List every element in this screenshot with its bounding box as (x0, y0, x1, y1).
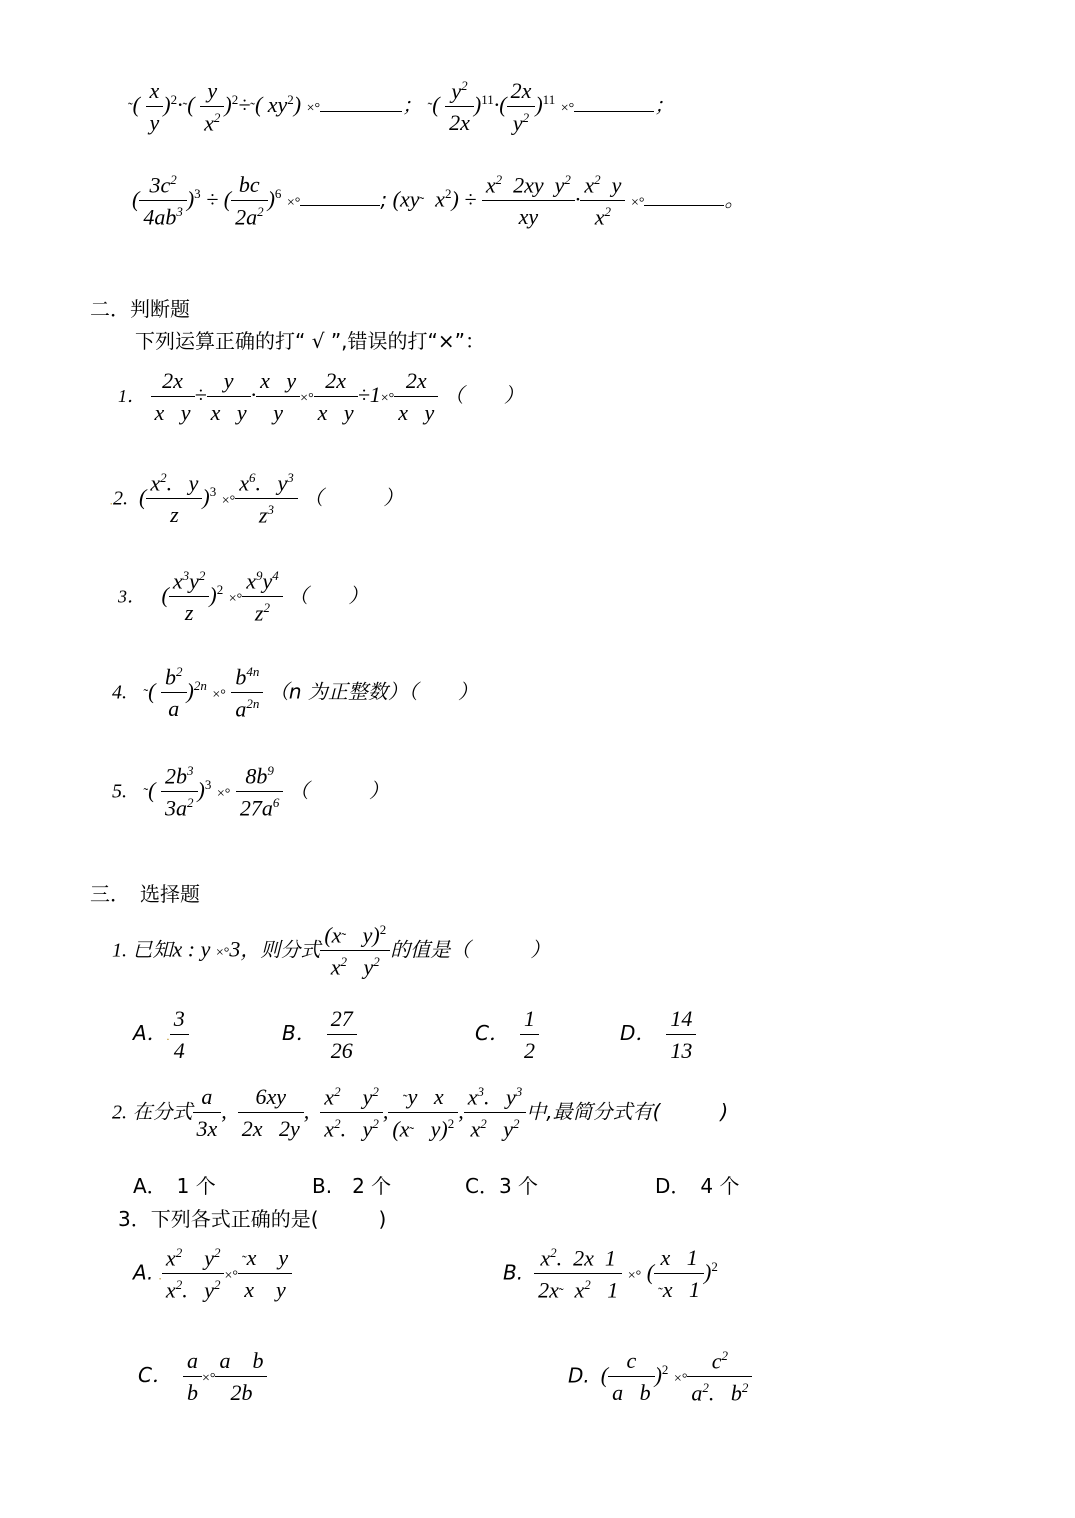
answer-blank-2[interactable] (574, 111, 654, 112)
answer-blank-3[interactable] (300, 205, 380, 206)
judge-paren-4[interactable]: （ ） (407, 679, 478, 704)
fill-row-2: ( $\frac{3c^2}{4ab^3}$ )$^3$ ÷ ( $\frac{bc}{2a^2}$ )$^6$ ×° ; (xy˜ $x^2$) ÷ $\frac{x^2 2xy y^2}{xy}$ · $\frac{x^2 y}{x^2}$ ×° 。 (132, 172, 745, 230)
q3-option-d[interactable]: D. ( $\frac{c}{\text{a b}}$ )$^2$ ×° $\frac{c^2}{a^2. b^2}$ (568, 1348, 752, 1407)
judge-paren-3[interactable]: （ ） (288, 583, 369, 608)
q1-option-a[interactable]: A．. $\frac{3}{4}$ (133, 1006, 189, 1064)
judge-item-5: 5. ˜( $\frac{2b^3}{3a^2}$ )$^3$ ×° $\frac{8b^9}{27a^6}$ （ ） (112, 763, 389, 821)
q2-option-b[interactable]: B. 2 个 (312, 1174, 392, 1198)
choice-q3: 3．下列各式正确的是( ) (118, 1207, 387, 1231)
q2-option-c[interactable]: C．3 个 (465, 1174, 539, 1198)
fill-row-1: ˜( $\frac{x}{y}$ )$^2$·˜( $\frac{y}{x^2}$ )$^2$÷˜( $xy^2$) ×° ； ˜( $\frac{y^2}{2x}$ )$^{11}$·( $\frac{2x}{y^2}$ )$^{11}$ ×° ； (128, 78, 675, 136)
choice-q2: 2. 在分式 $\frac{a}{3x}$ , $\frac{6xy}{2x 2y}$ , $\frac{x^2 y^2}{x^2. y^2}$ , $\frac{\text{˜y x}}{(x˜ y)^2}$ , $\frac{x^3. y^3}{x^2 y^2}$ 中,最简分式有( ) (112, 1084, 729, 1142)
section-2-instruction: 下列运算正确的打“ √ ”,错误的打“×”： (135, 329, 486, 353)
judge-item-3: 3． ( $\frac{x^3y^2}{z}$ )$^2$ ×° $\frac{x^9y^4}{z^2}$ （ ） (118, 568, 369, 626)
section-2-title: 二．判断题 (90, 297, 190, 321)
section-3-title: 三． 选择题 (90, 882, 200, 906)
judge-paren-1[interactable]: （ ） (443, 383, 524, 408)
answer-blank-4[interactable] (644, 205, 724, 206)
q1-option-b[interactable]: B． $\frac{27}{26}$ (282, 1006, 357, 1064)
q3-option-b[interactable]: B. $\frac{x^2. 2x 1}{2x˜ x^2 1}$ ×° ( $\frac{x 1}{˜x 1}$ )$^2$ (503, 1245, 718, 1303)
answer-blank-1[interactable] (320, 111, 402, 112)
judge-item-1: 1． $\frac{2x}{\text{x y}}$ ÷ $\frac{y}{\text{x y}}$ · $\frac{\text{x y}}{y}$ ×° $\frac{2x}{\text{x y}}$ ÷1×° $\frac{2x}{\text{x y}}$ （ ） (118, 368, 524, 425)
q2-option-a[interactable]: A． 1 个 (133, 1174, 216, 1198)
q3-option-a[interactable]: A. . $\frac{x^2 y^2}{x^2. y^2}$ ×° $\frac{\text{˜x y}}{\text{x y}}$ (133, 1245, 292, 1304)
choice-q1: 1. 已知x : y ×°3，则分式 $\frac{(x˜ y)^2}{x^2 y^2}$ 的值是（ ） (112, 922, 551, 980)
judge-item-4: 4. ˜( $\frac{b^2}{a}$ )$^{2n}$ ×° $\frac{b^{4n}}{a^{2n}}$ （n 为正整数）（ ） (112, 664, 478, 722)
q1-option-d[interactable]: D． $\frac{14}{13}$ (620, 1006, 696, 1064)
judge-note-4: （n 为正整数） (268, 679, 408, 704)
judge-paren-5[interactable]: （ ） (288, 778, 389, 803)
judge-paren-2[interactable]: （ ） (303, 485, 404, 510)
q3-option-c[interactable]: C． $\frac{a}{b}$ ×° $\frac{\text{a b}}{2b}$ (138, 1348, 267, 1406)
judge-item-2: .2. ( $\frac{x^2. y}{z}$ )$^3$ ×° $\frac{x^6. y^3}{z^3}$ （ ） (110, 470, 404, 528)
q1-option-c[interactable]: C． $\frac{1}{2}$ (475, 1006, 539, 1064)
q2-option-d[interactable]: D． 4 个 (655, 1174, 740, 1198)
